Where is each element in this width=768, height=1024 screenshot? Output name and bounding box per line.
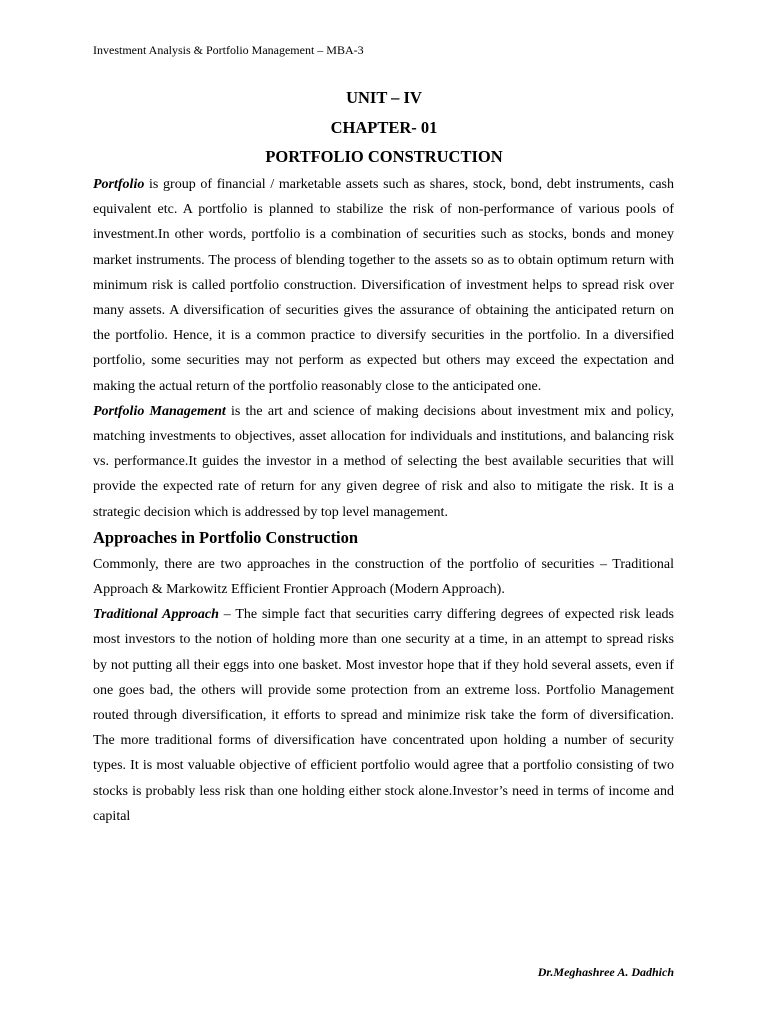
term-portfolio-management: Portfolio Management [93,403,226,419]
paragraph-portfolio-management [93,399,674,525]
paragraph-traditional-approach [93,602,674,829]
term-traditional-approach: Traditional Approach [93,607,219,623]
running-header: Investment Analysis & Portfolio Management – MBA-3 [93,43,364,57]
body-text [93,172,674,829]
unit-heading: UNIT – IV [346,88,422,107]
chapter-heading: CHAPTER- 01 [330,118,438,137]
paragraph-traditional-approach-text: – The simple fact that securities carry differing degrees of expected risk leads most investors to the notion of holding more than one security at a time, in an attempt to spread risks by not putting all their eggs into one basket. Most investor hope that if they hold several assets, even if one goes bad, the others will provide some protection from an extreme loss. Portfolio Management routed through diversification, it efforts to spread and minimize risk take the form of diversification. The more traditional forms of diversification have concentrated upon holding a number of security types. It is most valuable objective of efficient portfolio would agree that a portfolio consisting of two stocks is probably less risk than one holding either stock alone.Investor’s need in terms of income and capital [93,607,674,824]
paragraph-approaches-intro: Commonly, there are two approaches in the construction of the portfolio of securities – Traditional Approach & Markowitz Efficient Frontier Approach (Modern Approach). [93,556,674,598]
page-title: PORTFOLIO CONSTRUCTION [265,147,503,166]
footer-author: Dr.Meghashree A. Dadhich [537,965,674,979]
term-portfolio: Portfolio [93,177,145,192]
paragraph-portfolio-management-text: is the art and science of making decisions about investment mix and policy, matching investments to objectives, asset allocation for individuals and institutions, and balancing risk vs. performance.It guides the investor in a method of selecting the best available securities that will provide the expected rate of return for any given degree of risk and also to mitigate the risk. It is a strategic decision which is addressed by top level management. [93,403,674,520]
paragraph-portfolio-text: is group of financial / marketable assets such as shares, stock, bond, debt instruments, cash equivalent etc. A portfolio is planned to stabilize the risk of non-performance of various pools of investment.In other words, portfolio is a combination of securities such as stocks, bonds and money market instruments. The process of blending together to the assets so as to obtain optimum return with minimum risk is called portfolio construction. Diversification of investment helps to spread risk over many assets. A diversification of securities gives the assurance of obtaining the anticipated return on the portfolio. Hence, it is a common practice to diversify securities in the portfolio. In a diversified portfolio, some securities may not perform as expected but others may exceed the expectation and making the actual return of the portfolio reasonably close to the anticipated one. [93,177,674,394]
section-title-approaches: Approaches in Portfolio Construction [93,527,359,547]
paragraph-portfolio [93,172,674,399]
